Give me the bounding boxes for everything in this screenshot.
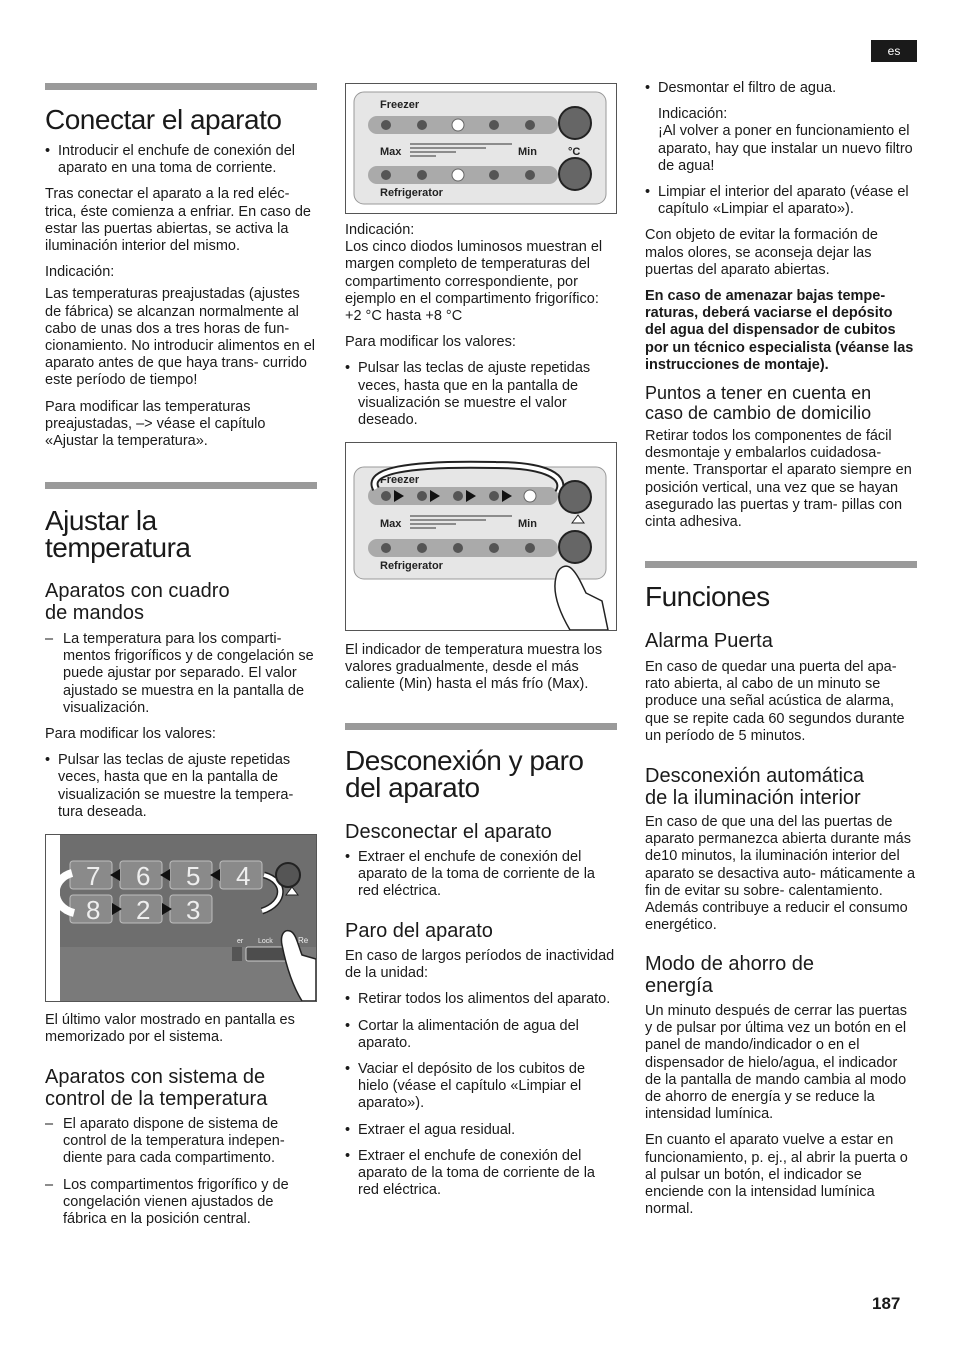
bullet-pulsar-teclas: • Pulsar las teclas de ajuste repetidas veces, hasta que en la pantalla de visualización se muestre la tempera- tura deseada.	[45, 752, 317, 821]
note-label: Indicación:	[45, 264, 115, 281]
heading-ajustar: Ajustar la temperatura	[45, 505, 191, 563]
dash-item: – Los compartimentos frigorífico y de congelación vienen ajustados de fábrica en la posición central.	[45, 1177, 317, 1229]
paragraph-modificar-valores: Para modificar los valores:	[45, 726, 216, 743]
note-text: ¡Al volver a poner en funcionamiento el aparato, hay que instalar un nuevo filtro de agua!	[658, 123, 913, 174]
subheading-iluminacion: Desconexión automática de la iluminación interior	[645, 765, 865, 809]
max-label: Max	[380, 518, 402, 530]
subheading-cuadro-mandos: Aparatos con cuadro de mandos	[45, 580, 230, 624]
subheading-domicilio: Puntos a tener en cuenta en caso de cambio de domicilio	[645, 383, 872, 423]
digit-top-3: 5	[186, 861, 201, 891]
digit-bottom-3: 3	[186, 895, 201, 925]
paragraph-bajas-temperaturas: En caso de amenazar bajas tempe- raturas, deberá vaciarse el depósito del agua del dispensador de cubitos por un técnico especialista (véanse las instrucciones de montaje).	[645, 288, 914, 373]
list-item: • Extraer el enchufe de conexión del aparato de la toma de corriente de la red eléctrica.	[345, 1148, 617, 1200]
bullet-filtro: • Desmontar el filtro de agua.	[645, 80, 917, 97]
subheading-sistema-control: Aparatos con sistema de control de la temperatura	[45, 1066, 268, 1110]
section-rule	[645, 561, 917, 568]
dash-item: – El aparato dispone de sistema de control de la temperatura indepen- diente para cada compartimento.	[45, 1116, 317, 1168]
list-item: • Extraer el agua residual.	[345, 1122, 617, 1139]
section-rule	[45, 83, 317, 90]
paragraph-olores: Con objeto de evitar la formación de malos olores, se aconseja dejar las puertas del aparato abiertas.	[645, 227, 878, 278]
note-label: Indicación:	[345, 222, 415, 238]
paragraph-ahorro-1: Un minuto después de cerrar las puertas y de pulsar por última vez un botón en el panel de mando/indicador o en el dispensador de hielo/agua, el indicador de la pantalla de mando cambia al modo de ahorro de energía y se reduce la intensidad lumínica.	[645, 1003, 907, 1123]
digital-panel-illustration	[46, 835, 316, 1001]
heading-conectar: Conectar el aparato	[45, 104, 282, 135]
paragraph-ahorro-2: En cuanto el aparato vuelve a estar en funcionamiento, p. ej., al abrir la puerta o al pulsar un botón, el indicador se enciende con la intensidad lumínica normal.	[645, 1132, 908, 1218]
bullet-limpiar: • Limpiar el interior del aparato (véase el capítulo «Limpiar el aparato»).	[645, 184, 917, 218]
led-panel-illustration	[346, 84, 616, 213]
page-number: 187	[872, 1294, 901, 1313]
subheading-desconectar: Desconectar el aparato	[345, 821, 552, 843]
led-control-panel-figure-2	[345, 442, 617, 631]
paragraph-ultimo-valor: El último valor mostrado en pantalla es memorizado por el sistema.	[45, 1012, 295, 1046]
paragraph-iluminacion: En caso de que una del las puertas de aparato permanezca abierta durante más de10 minutos, la iluminación interior del aparato se desactiva auto- máticamente a fin de evitar su sobre- calentamiento. Además contribuye a reducir el consumo energético.	[645, 814, 916, 934]
subheading-paro: Paro del aparato	[345, 920, 493, 942]
heading-desconexion: Desconexión y paro del aparato	[345, 745, 584, 803]
digit-top-1: 7	[86, 861, 101, 891]
lock-label: Lock	[258, 938, 273, 945]
svg-text:Re: Re	[298, 936, 309, 945]
unit-label: °C	[568, 146, 581, 158]
max-label: Max	[380, 146, 402, 158]
digital-control-panel-figure	[45, 834, 317, 1002]
paragraph-indicador: El indicador de temperatura muestra los valores gradualmente, desde el más caliente (Min) hasta el más frío (Max).	[345, 642, 603, 693]
bullet-extraer-enchufe: • Extraer el enchufe de conexión del aparato de la toma de corriente de la red eléctrica.	[345, 849, 617, 901]
heading-funciones: Funciones	[645, 581, 770, 612]
section-rule	[45, 482, 317, 489]
section-rule	[345, 723, 617, 730]
paragraph-modificar-valores: Para modificar los valores:	[345, 334, 516, 351]
digit-top-4: 4	[236, 861, 251, 891]
list-item: • Cortar la alimentación de agua del aparato.	[345, 1018, 617, 1052]
bullet-enchufe: • Introducir el enchufe de conexión del aparato en una toma de corriente.	[45, 143, 317, 177]
paragraph-alarma: En caso de quedar una puerta del apa- rato abierta, al cabo de un minuto se produce una señal acústica de alarma, que se repite cada 60 segundos durante un período de 5 minutos.	[645, 659, 905, 744]
freezer-label: Freezer	[380, 474, 420, 486]
svg-text:er: er	[237, 938, 244, 945]
led-panel-illustration-2	[346, 443, 616, 630]
paragraph-modificar-temperaturas: Para modificar las temperaturas preajustadas, –> véase el capítulo «Ajustar la temperatura».	[45, 398, 266, 450]
language-tab: es	[871, 40, 917, 62]
note-text: Las temperaturas preajustadas (ajustes de fábrica) se alcanzan normalmente al cabo de unas dos a tres horas de fun- cionamiento. No introducir alimentos en el aparato antes de que haya trans- currido este período de tiempo!	[45, 286, 315, 389]
note-label: Indicación:	[658, 106, 728, 123]
subheading-alarma: Alarma Puerta	[645, 630, 773, 652]
refrigerator-label: Refrigerator	[380, 187, 443, 199]
digit-top-2: 6	[136, 861, 151, 891]
list-item: • Vaciar el depósito de los cubitos de hielo (véase el capítulo «Limpiar el aparato»).	[345, 1061, 617, 1113]
min-label: Min	[518, 146, 537, 158]
note-text: Los cinco diodos luminosos muestran el margen completo de temperaturas del compartimento correspondiente, por ejemplo en el compartimento frigorífico: +2 °C hasta +8 °C	[345, 239, 603, 325]
list-item: • Retirar todos los alimentos del aparato.	[345, 991, 617, 1008]
subheading-ahorro: Modo de ahorro de energía	[645, 953, 815, 997]
min-label: Min	[518, 518, 537, 530]
paragraph-tras-conectar: Tras conectar el aparato a la red eléc- trica, éste comienza a enfriar. En caso de estar las puertas abiertas, se activa la iluminación interior del mismo.	[45, 186, 311, 255]
refrigerator-label: Refrigerator	[380, 560, 443, 572]
bullet-pulsar-teclas: • Pulsar las teclas de ajuste repetidas veces, hasta que en la pantalla de visualización se muestre el valor deseado.	[345, 360, 617, 429]
led-control-panel-figure	[345, 83, 617, 214]
dash-item: – La temperatura para los comparti- mentos frigoríficos y de congelación se puede ajustar por separado. El valor ajustado se muestra en la pantalla de visualización.	[45, 631, 317, 717]
digit-bottom-1: 8	[86, 895, 101, 925]
digit-bottom-2: 2	[136, 895, 151, 925]
freezer-label: Freezer	[380, 99, 420, 111]
paragraph-domicilio: Retirar todos los componentes de fácil desmontaje y embalarlos cuidadosa- mente. Transportar el aparato siempre en posición vertical, una vez que se hayan asegurado las puertas y tram- pillas con cinta adhesiva.	[645, 428, 912, 531]
paragraph-inactividad: En caso de largos períodos de inactividad de la unidad:	[345, 948, 615, 982]
